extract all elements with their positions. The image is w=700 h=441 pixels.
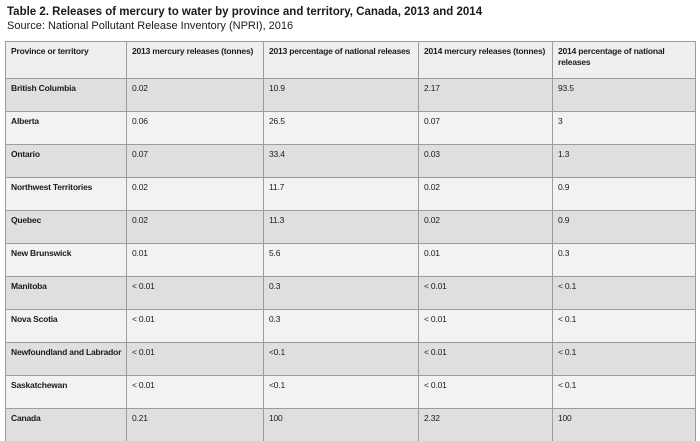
table-cell: < 0.1 [553,376,696,409]
table-row-canada-total [6,409,696,441]
table-cell: < 0.1 [553,343,696,376]
column-header-2014-percentage: 2014 percentage of national releases [553,42,696,79]
source-line: Source: National Pollutant Release Inventory (NPRI), 2016 [7,20,294,32]
table-row-ontario [6,145,696,178]
table-cell: 2.17 [419,79,553,112]
table-cell: 0.9 [553,178,696,211]
table-cell: 0.9 [553,211,696,244]
column-header-province: Province or territory [6,42,127,79]
table-title: Table 2. Releases of mercury to water by province and territory, Canada, 2013 and 2014 [7,6,483,18]
table-header-row [6,42,696,79]
table-cell: 3 [553,112,696,145]
table-cell: <0.1 [264,376,419,409]
table-cell: < 0.01 [127,310,264,343]
table-cell: < 0.1 [553,277,696,310]
table-cell: 0.07 [419,112,553,145]
table-cell: < 0.1 [553,310,696,343]
table-cell: < 0.01 [419,277,553,310]
table-cell: 1.3 [553,145,696,178]
table-cell: < 0.01 [419,376,553,409]
column-header-2013-percentage: 2013 percentage of national releases [264,42,419,79]
table-cell: 0.06 [127,112,264,145]
table-cell: < 0.01 [127,376,264,409]
table-cell: 0.3 [264,310,419,343]
table-cell: 26.5 [264,112,419,145]
table-cell: 10.9 [264,79,419,112]
table-cell: 100 [264,409,419,441]
table-cell: < 0.01 [127,343,264,376]
table-cell: 5.6 [264,244,419,277]
table-row-newfoundland-and-labrador [6,343,696,376]
table-cell: 0.02 [419,178,553,211]
table-cell: 11.7 [264,178,419,211]
table-row-nova-scotia [6,310,696,343]
table-row-british-columbia [6,79,696,112]
table-cell: < 0.01 [127,277,264,310]
table-cell: 0.07 [127,145,264,178]
column-header-2013-releases: 2013 mercury releases (tonnes) [127,42,264,79]
row-header-cell: New Brunswick [6,244,127,277]
table-cell: 33.4 [264,145,419,178]
row-header-cell: Northwest Territories [6,178,127,211]
table-cell: 93.5 [553,79,696,112]
table-cell: 0.02 [127,211,264,244]
document-header [0,0,700,33]
table-cell: 0.01 [419,244,553,277]
table-row-new-brunswick [6,244,696,277]
table-cell: 100 [553,409,696,441]
row-header-cell: Newfoundland and Labrador [6,343,127,376]
row-header-cell: Saskatchewan [6,376,127,409]
table-cell: 11.3 [264,211,419,244]
table-row-quebec [6,211,696,244]
mercury-releases-table [5,41,696,441]
table-row-alberta [6,112,696,145]
table-cell: 0.3 [553,244,696,277]
table-cell: 0.02 [419,211,553,244]
row-header-cell: Ontario [6,145,127,178]
table-cell: < 0.01 [419,310,553,343]
row-header-cell: British Columbia [6,79,127,112]
table-cell: 2.32 [419,409,553,441]
table-cell: 0.02 [127,79,264,112]
row-header-cell: Alberta [6,112,127,145]
table-cell: <0.1 [264,343,419,376]
table-cell: 0.21 [127,409,264,441]
table-cell: 0.01 [127,244,264,277]
row-header-cell: Nova Scotia [6,310,127,343]
column-header-2014-releases: 2014 mercury releases (tonnes) [419,42,553,79]
row-header-cell: Manitoba [6,277,127,310]
table-cell: 0.3 [264,277,419,310]
row-header-cell: Quebec [6,211,127,244]
table-row-northwest-territories [6,178,696,211]
table-row-saskatchewan [6,376,696,409]
table-row-manitoba [6,277,696,310]
table-cell: < 0.01 [419,343,553,376]
table-cell: 0.03 [419,145,553,178]
row-header-cell: Canada [6,409,127,441]
table-cell: 0.02 [127,178,264,211]
